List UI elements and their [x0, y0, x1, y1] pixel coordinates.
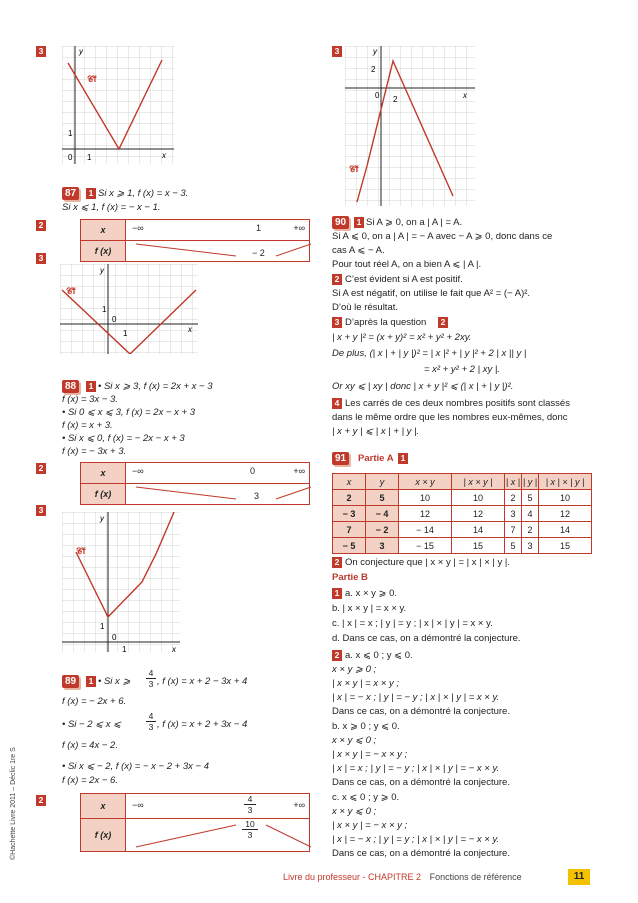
- svg-text:x: x: [188, 325, 192, 334]
- ex87-line2: Si x ⩽ 1, f (x) = − x − 1.: [62, 202, 161, 213]
- badge-1: 1: [86, 381, 96, 392]
- table-row: 2 5 10 10 2 5 10: [333, 490, 592, 506]
- graph-86-right: [345, 46, 475, 206]
- badge-1: 1: [332, 588, 342, 599]
- ex90-line4: Pour tout réel A, on a bien A ⩽ | A |.: [332, 259, 482, 270]
- ex88-line2: f (x) = 3x − 3.: [62, 394, 118, 405]
- ex89-line2: f (x) = − 2x + 6.: [62, 696, 127, 707]
- badge-3: 3: [332, 317, 342, 328]
- ex91-b2b4: Dans ce cas, on a démontré la conjecture.: [332, 777, 510, 788]
- table-row: − 3 − 4 12 12 3 4 12: [333, 506, 592, 522]
- ex89-line3a: • Si − 2 ⩽ x ⩽: [62, 719, 122, 730]
- ex88-line6: f (x) = − 3x + 3.: [62, 446, 127, 457]
- ex90-line12: Or xy ⩽ | xy | donc | x + y |² ⩽ (| x | + | y |)².: [332, 381, 514, 392]
- badge-1: 1: [86, 188, 96, 199]
- ex90-line3: cas A ⩽ − A.: [332, 245, 385, 256]
- ex91-b1a: a. x × y ⩾ 0.: [345, 588, 398, 599]
- footer: [283, 872, 522, 882]
- ex91-b2c1: x × y ⩽ 0 ;: [332, 806, 377, 817]
- svg-text:1: 1: [122, 645, 127, 652]
- page-number: 11: [568, 869, 590, 885]
- ex89-line6: f (x) = 2x − 6.: [62, 775, 118, 786]
- ex91-b2b2: | x × y | = − x × y ;: [332, 749, 408, 760]
- badge-3: 3: [36, 46, 46, 57]
- one-x-label: 1: [87, 153, 92, 162]
- badge-2: 2: [332, 274, 342, 285]
- ex91-b1b: b. | x × y | = x × y.: [332, 603, 407, 614]
- copyright-side: ©Hachette Livre 2011 – Déclic 1re S: [10, 747, 17, 860]
- badge-3b: 3: [36, 253, 46, 264]
- svg-text:1: 1: [123, 329, 128, 338]
- ex90-line15: | x + y | ⩽ | x | + | y |.: [332, 426, 420, 437]
- table-91: [332, 473, 592, 554]
- badge-2: 2: [332, 557, 342, 568]
- ex91-b2a3: | x | = − x ; | y | = − y ; | x | × | y | = x × y.: [332, 692, 500, 703]
- badge-4: 4: [332, 398, 342, 409]
- ex88-line4: f (x) = x + 3.: [62, 420, 113, 431]
- cf-label: 𝒞f: [87, 74, 97, 84]
- ex90-line14: dans le même ordre que les nombres eux-mêmes, donc: [332, 412, 568, 423]
- svg-text:x: x: [463, 91, 467, 100]
- svg-text:2: 2: [371, 65, 376, 74]
- ex91-b2a1: x × y ⩾ 0 ;: [332, 664, 377, 675]
- footer-book: Livre du professeur - CHAPITRE 2: [283, 872, 422, 882]
- y-label: y: [79, 47, 83, 56]
- ex89-line1b: , f (x) = x + 2 − 3x + 4: [157, 676, 248, 687]
- svg-text:𝒞f: 𝒞f: [66, 286, 76, 296]
- table-row: 7 − 2 − 14 14 7 2 14: [333, 522, 592, 538]
- x-label: x: [162, 151, 166, 160]
- part-b-title: Partie B: [332, 572, 368, 583]
- svg-text:2: 2: [393, 95, 398, 104]
- badge-3: 3: [332, 46, 342, 57]
- badge-2: 2: [36, 795, 46, 806]
- ex88-line3: • Si 0 ⩽ x ⩽ 3, f (x) = 2x − x + 3: [62, 407, 196, 418]
- ex90-line11: = x² + y² + 2 | xy |.: [424, 364, 500, 375]
- ex91-b2b3: | x | = x ; | y | = − y ; | x | × | y | = − x × y.: [332, 763, 500, 774]
- ex88-line1: • Si x ⩾ 3, f (x) = 2x + x − 3: [98, 381, 213, 392]
- svg-text:y: y: [373, 47, 377, 56]
- svg-text:𝒞f: 𝒞f: [76, 546, 86, 556]
- ex91-number: 91: [332, 452, 349, 465]
- svg-text:y: y: [100, 266, 104, 275]
- ex91-b2b1: x × y ⩽ 0 ;: [332, 735, 377, 746]
- variation-table-87: x −∞ 1 +∞ f (x) − 2: [80, 219, 310, 262]
- ex91-b1d: d. Dans ce cas, on a démontré la conjecture.: [332, 633, 521, 644]
- ex91-b2c3: | x | = − x ; | y | = y ; | x | × | y | = − x × y.: [332, 834, 500, 845]
- badge-1: 1: [86, 676, 96, 687]
- ex91-b2a: a. x ⩽ 0 ; y ⩽ 0.: [345, 650, 413, 661]
- variation-table-88: x −∞ 0 +∞ f (x) 3: [80, 462, 310, 505]
- badge-2: 2: [36, 463, 46, 474]
- graph-86: [62, 46, 174, 164]
- svg-text:0: 0: [375, 91, 380, 100]
- ex90-line8: D’après la question: [345, 317, 427, 328]
- ex87-line1: Si x ⩾ 1, f (x) = x − 3.: [98, 188, 189, 199]
- svg-text:x: x: [172, 645, 176, 652]
- table-91-header: x y x × y | x × y | | x | | y | | x | × | y |: [333, 474, 592, 490]
- table-row: − 5 3 − 15 15 5 3 15: [333, 538, 592, 554]
- ex90-line5: C’est évident si A est positif.: [345, 274, 463, 285]
- ex89-number: 89: [62, 675, 79, 688]
- ex88-number: 88: [62, 380, 79, 393]
- ex91-b2a4: Dans ce cas, on a démontré la conjecture.: [332, 706, 510, 717]
- ex89-line3b: , f (x) = x + 2 + 3x − 4: [157, 719, 248, 730]
- svg-text:1: 1: [100, 622, 105, 631]
- ex91-conj: On conjecture que | x × y | = | x | × | y |.: [345, 557, 511, 568]
- ex89-line4: f (x) = 4x − 2.: [62, 740, 118, 751]
- graph-87: [60, 264, 198, 354]
- variation-table-89: x −∞ 4 3 +∞ f (x) 10 3: [80, 793, 310, 852]
- ex90-line7: D’où le résultat.: [332, 302, 399, 313]
- part-a-title: Partie A: [358, 453, 394, 464]
- ex90-line6: Si A est négatif, on utilise le fait que A² = (− A)².: [332, 288, 531, 299]
- ex89-frac1: 4 3: [146, 668, 156, 689]
- ex91-b1c: c. | x | = x ; | y | = y ; | x | × | y | = x × y.: [332, 618, 493, 629]
- ex90-line9: | x + y |² = (x + y)² = x² + y² + 2xy.: [332, 332, 472, 343]
- badge-2: 2: [36, 220, 46, 231]
- ex90-line10: De plus, (| x | + | y |)² = | x |² + | y |² + 2 | x || y |: [332, 348, 527, 359]
- one-label: 1: [68, 129, 73, 138]
- ex87-number: 87: [62, 187, 79, 200]
- ex91-b2c2: | x × y | = − x × y ;: [332, 820, 408, 831]
- ex91-b2c4: Dans ce cas, on a démontré la conjecture.: [332, 848, 510, 859]
- svg-text:0: 0: [112, 633, 117, 642]
- ex90-line2: Si A ⩽ 0, on a | A | = − A avec − A ⩾ 0, donc dans ce: [332, 231, 553, 242]
- ex90-number: 90: [332, 216, 349, 229]
- ex91-b2b: b. x ⩾ 0 ; y ⩽ 0.: [332, 721, 400, 732]
- graph-88: [62, 512, 180, 652]
- svg-text:𝒞f: 𝒞f: [349, 164, 359, 174]
- svg-text:0: 0: [112, 315, 117, 324]
- footer-chapter: Fonctions de référence: [429, 872, 522, 882]
- ex91-b2c: c. x ⩽ 0 ; y ⩾ 0.: [332, 792, 400, 803]
- ex88-line5: • Si x ⩽ 0, f (x) = − 2x − x + 3: [62, 433, 185, 444]
- ex91-b2a2: | x × y | = x × y ;: [332, 678, 399, 689]
- ex89-line1a: • Si x ⩾: [98, 676, 131, 687]
- ex89-frac2: 4 3: [146, 711, 156, 732]
- ex90-line13: Les carrés de ces deux nombres positifs sont classés: [345, 398, 570, 409]
- badge-2b: 2: [438, 317, 448, 328]
- ex89-line5: • Si x ⩽ − 2, f (x) = − x − 2 + 3x − 4: [62, 761, 209, 772]
- badge-1: 1: [398, 453, 408, 464]
- badge-3: 3: [36, 505, 46, 516]
- badge-2: 2: [332, 650, 342, 661]
- badge-1: 1: [354, 217, 364, 228]
- ex90-line1: Si A ⩾ 0, on a | A | = A.: [366, 217, 463, 228]
- svg-text:1: 1: [102, 305, 107, 314]
- svg-text:y: y: [100, 514, 104, 523]
- zero-label: 0: [68, 153, 73, 162]
